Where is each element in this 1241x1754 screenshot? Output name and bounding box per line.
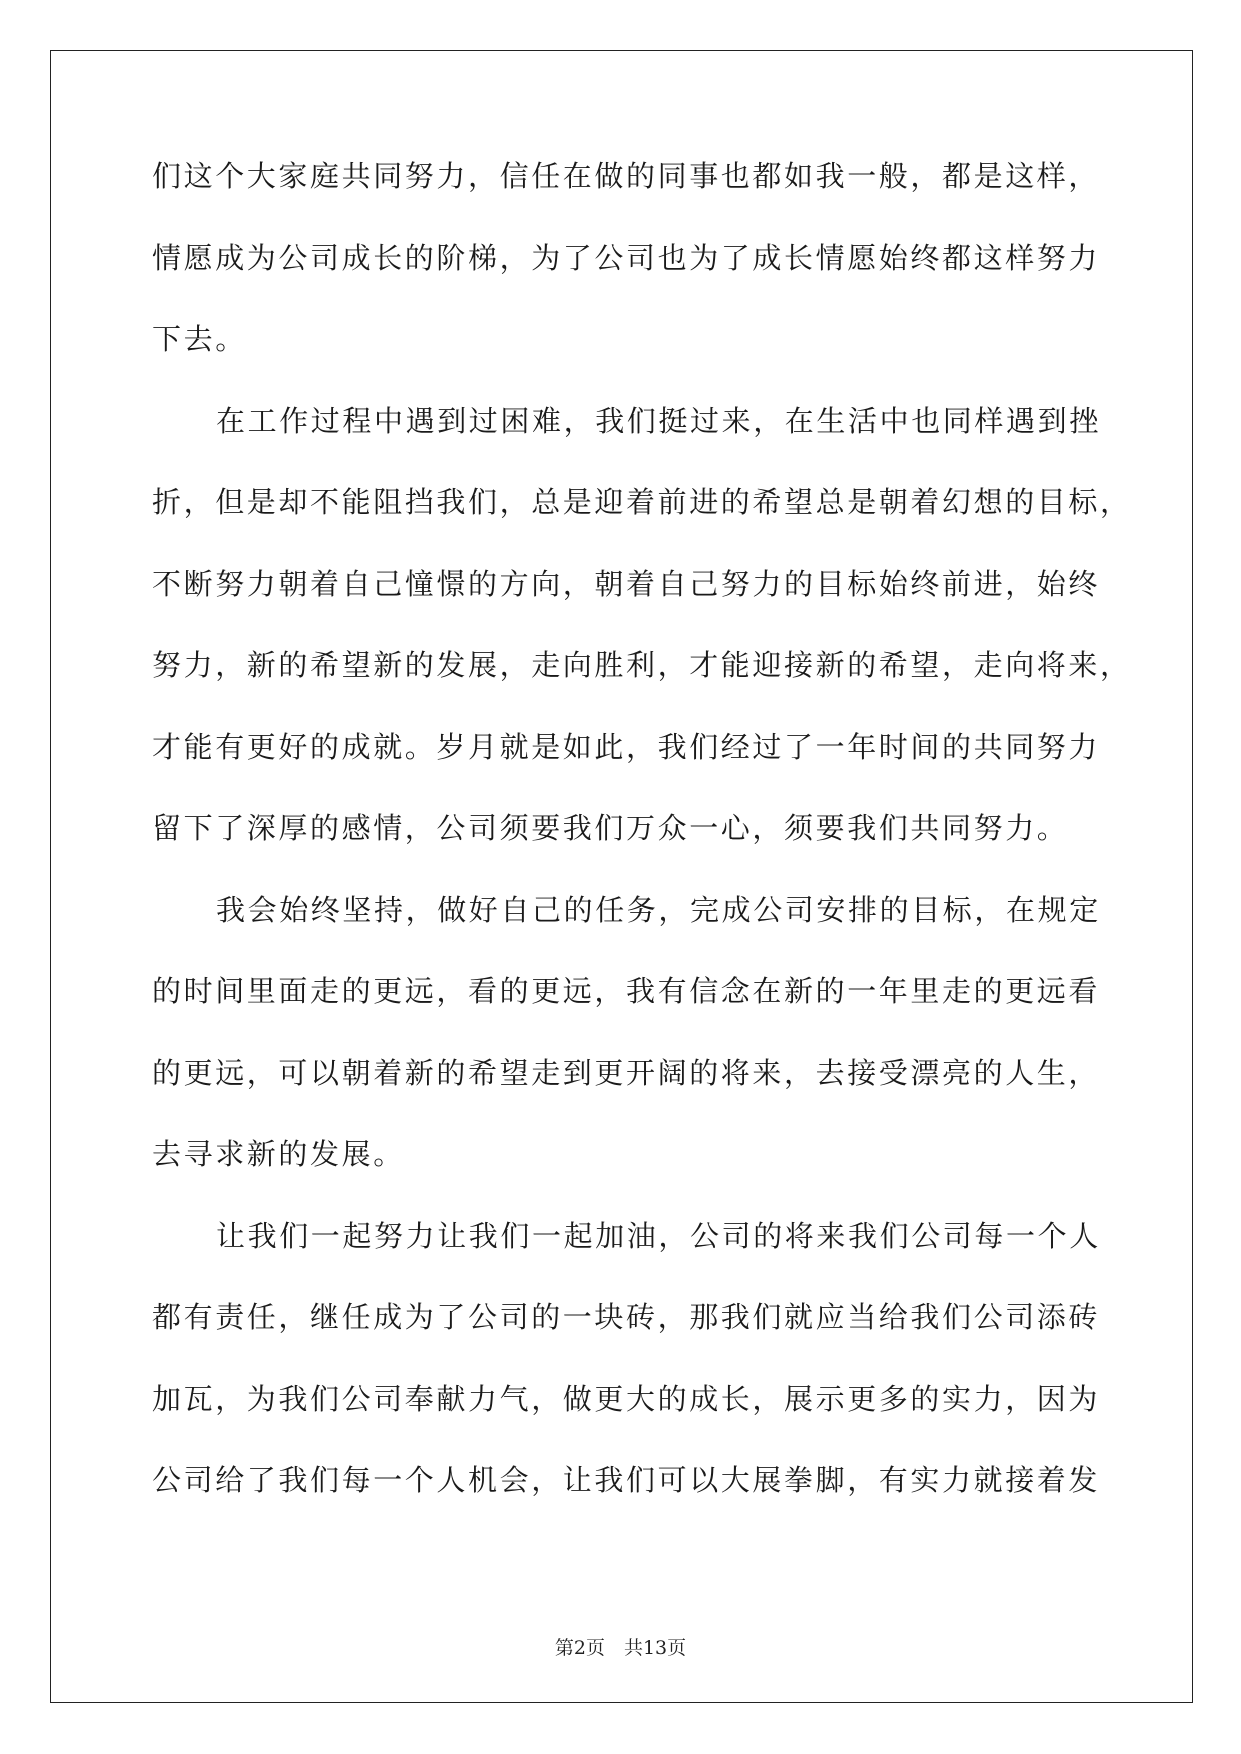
- text-line: 不断努力朝着自己憧憬的方向，朝着自己努力的目标始终前进，始终: [152, 566, 1101, 601]
- text-line: 情愿成为公司成长的阶梯，为了公司也为了成长情愿始终都这样努力: [152, 240, 1101, 275]
- text-line: 的时间里面走的更远，看的更远，我有信念在新的一年里走的更远看: [152, 974, 1101, 1008]
- document-body: [152, 157, 1132, 1543]
- text-line: 的更远，可以朝着新的希望走到更开阔的将来，去接受漂亮的人生，: [152, 1055, 1101, 1090]
- text-line: 去寻求新的发展。: [152, 1137, 405, 1171]
- text-line: 下去。: [152, 322, 247, 356]
- paragraph-first-line: 在工作过程中遇到过困难，我们挺过来，在生活中也同样遇到挫: [216, 403, 1101, 438]
- page-number-footer: 第2页 共13页: [554, 1637, 687, 1659]
- text-line: 留下了深厚的感情，公司须要我们万众一心，须要我们共同努力。: [152, 811, 1069, 845]
- text-line: 们这个大家庭共同努力，信任在做的同事也都如我一般，都是这样，: [152, 159, 1101, 193]
- text-line: 折，但是却不能阻挡我们，总是迎着前进的希望总是朝着幻想的目标，: [152, 485, 1132, 519]
- paragraph-first-line: 让我们一起努力让我们一起加油，公司的将来我们公司每一个人: [216, 1218, 1101, 1253]
- text-line: 都有责任，继任成为了公司的一块砖，那我们就应当给我们公司添砖: [152, 1300, 1101, 1334]
- text-line: 才能有更好的成就。岁月就是如此，我们经过了一年时间的共同努力: [152, 729, 1101, 764]
- text-line: 公司给了我们每一个人机会，让我们可以大展拳脚，有实力就接着发: [152, 1463, 1101, 1497]
- text-line: 加瓦，为我们公司奉献力气，做更大的成长，展示更多的实力，因为: [152, 1381, 1101, 1416]
- paragraph-first-line: 我会始终坚持，做好自己的任务，完成公司安排的目标，在规定: [216, 892, 1101, 927]
- text-line: 努力，新的希望新的发展，走向胜利，才能迎接新的希望，走向将来，: [152, 648, 1132, 682]
